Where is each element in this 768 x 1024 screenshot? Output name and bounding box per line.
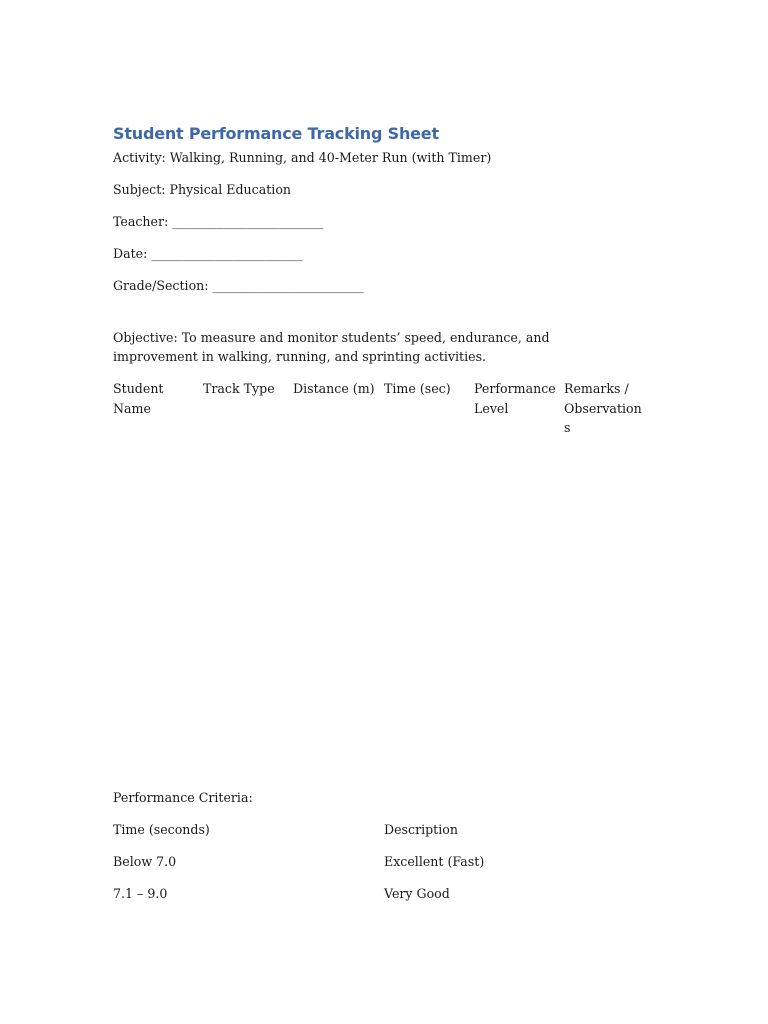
date-line: Date: ________________________ [113, 246, 303, 261]
document-title: Student Performance Tracking Sheet [113, 124, 439, 143]
criteria-row-description: Very Good [384, 886, 450, 901]
grade-section-line: Grade/Section: ________________________ [113, 278, 364, 293]
header-student-name: Student Name [113, 381, 164, 416]
header-track-type: Track Type [203, 381, 275, 396]
subject-line: Subject: Physical Education [113, 182, 292, 197]
criteria-heading: Performance Criteria: [113, 790, 253, 805]
criteria-row-description: Excellent (Fast) [384, 854, 485, 869]
criteria-header-description: Description [384, 822, 458, 837]
criteria-row-time: Below 7.0 [113, 854, 177, 869]
header-performance-level: Performance Level [474, 381, 556, 416]
header-distance: Distance (m) [293, 381, 375, 396]
criteria-header-time: Time (seconds) [113, 822, 210, 837]
objective-paragraph: Objective: To measure and monitor students’ speed, endurance, and improvement in walking, running, and sprinting activities. [113, 330, 550, 364]
criteria-row-time: 7.1 – 9.0 [113, 886, 168, 901]
header-remarks: Remarks / Observations [564, 381, 642, 435]
teacher-line: Teacher: ________________________ [113, 214, 324, 229]
header-time: Time (sec) [384, 381, 451, 396]
activity-line: Activity: Walking, Running, and 40-Meter Run (with Timer) [113, 150, 492, 165]
